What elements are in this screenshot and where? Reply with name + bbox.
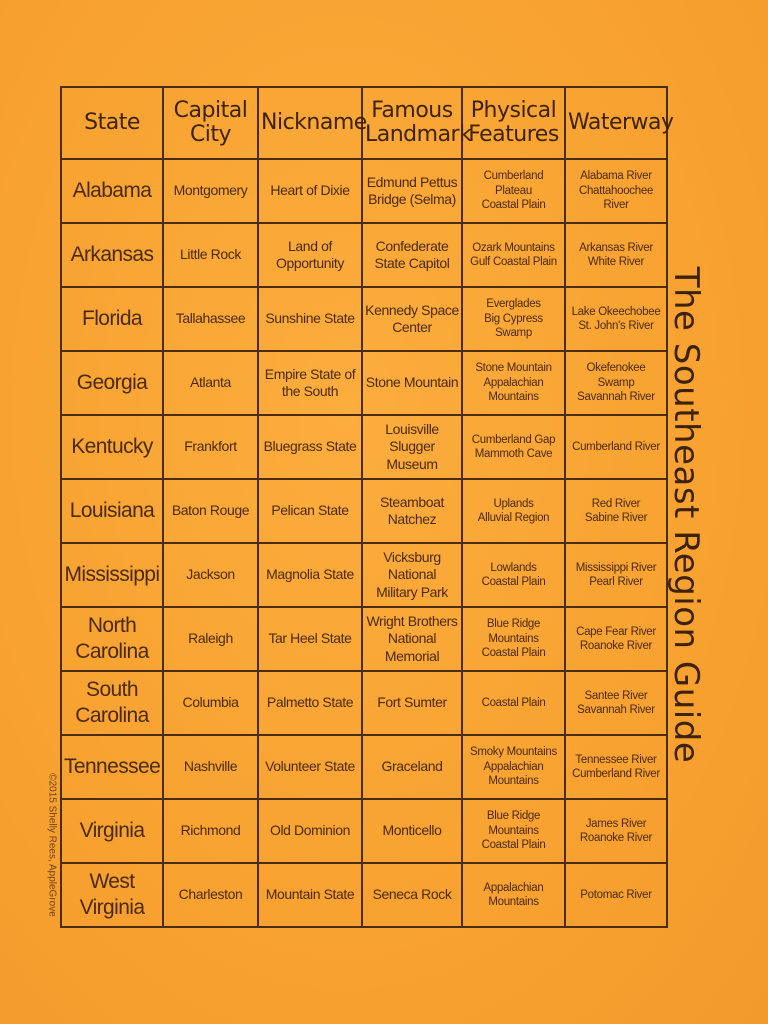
cell-capital: [163, 479, 258, 543]
state-text: South: [86, 677, 138, 701]
header-waterway: Waterway: [565, 87, 667, 159]
nickname-text: Tar Heel State: [268, 630, 352, 647]
physical-text: Alluvial Region: [477, 512, 550, 524]
cell-state: [61, 223, 163, 287]
capital-text: Nashville: [183, 758, 238, 775]
cell-landmark: [362, 287, 462, 351]
nickname-text: Magnolia State: [266, 566, 354, 583]
landmark-text: Wright Brothers: [366, 612, 458, 629]
waterway-text: Chattahoochee River: [578, 184, 654, 212]
physical-text: Appalachian: [483, 376, 544, 389]
waterway-text: Arkansas River: [579, 241, 653, 254]
cell-physical: [462, 159, 565, 223]
capital-text: Tallahassee: [175, 310, 246, 327]
state-text: Florida: [82, 306, 142, 330]
cell-physical: [462, 415, 565, 479]
cell-waterway: [565, 287, 667, 351]
cell-landmark: [362, 415, 462, 479]
nickname-text: Palmetto State: [266, 694, 354, 711]
waterway-text: Santee River: [584, 689, 648, 702]
cell-nickname: [258, 671, 362, 735]
cell-waterway: [565, 351, 667, 415]
physical-text: Coastal Plain: [481, 647, 546, 660]
landmark-text: Monticello: [382, 822, 442, 839]
landmark-text: Louisville Slugger: [385, 420, 439, 455]
cell-waterway: [565, 159, 667, 223]
physical-text: Ozark Mountains: [472, 241, 555, 254]
cell-landmark: [362, 159, 462, 223]
table-row: [61, 159, 667, 223]
nickname-text: Mountain State: [265, 886, 355, 903]
header-physical: Physical Features: [462, 87, 565, 159]
nickname-text: Old Dominion: [269, 822, 350, 839]
landmark-text: Seneca Rock: [372, 886, 452, 903]
capital-text: Montgomery: [173, 182, 248, 199]
cell-physical: [462, 735, 565, 799]
state-text: Virginia: [79, 818, 145, 842]
state-text: Mississippi: [64, 562, 160, 586]
waterway-text: St. John's River: [578, 320, 654, 332]
cell-physical: [462, 607, 565, 671]
waterway-text: Mississippi River: [575, 561, 657, 574]
header-landmark: Famous Landmark: [362, 87, 462, 159]
header-state: State: [61, 87, 163, 159]
landmark-text: State Capitol: [374, 255, 450, 271]
cell-nickname: [258, 479, 362, 543]
table-row: [61, 735, 667, 799]
cell-landmark: [362, 223, 462, 287]
nickname-text: Bluegrass State: [263, 438, 357, 455]
waterway-text: White River: [587, 256, 645, 268]
cell-landmark: [362, 479, 462, 543]
waterway-text: Alabama River: [580, 170, 652, 183]
cell-state: [61, 287, 163, 351]
cell-waterway: [565, 735, 667, 799]
nickname-text: Empire State of: [264, 365, 356, 382]
cell-capital: [163, 863, 258, 927]
capital-text: Jackson: [186, 566, 235, 583]
physical-text: Mountains: [488, 391, 539, 404]
state-text: Louisiana: [69, 498, 155, 522]
cell-waterway: [565, 415, 667, 479]
cell-state: [61, 863, 163, 927]
landmark-text: Museum: [386, 455, 438, 472]
cell-physical: [462, 799, 565, 863]
physical-text: Cumberland Plateau: [483, 170, 544, 197]
cell-capital: [163, 287, 258, 351]
capital-text: Richmond: [180, 822, 241, 839]
table-row: [61, 479, 667, 543]
state-text: Carolina: [75, 640, 149, 663]
physical-text: Appalachian: [483, 881, 544, 894]
waterway-text: Cumberland River: [572, 440, 660, 453]
landmark-text: Stone Mountain: [365, 374, 459, 391]
cell-capital: [163, 671, 258, 735]
table-row: [61, 543, 667, 607]
cell-capital: [163, 607, 258, 671]
nickname-text: the South: [281, 383, 339, 399]
landmark-text: Graceland: [381, 758, 443, 775]
cell-landmark: [362, 863, 462, 927]
cell-capital: [163, 415, 258, 479]
cell-waterway: [565, 671, 667, 735]
header-nickname: Nickname: [258, 87, 362, 159]
landmark-text: Edmund Pettus: [366, 173, 458, 190]
cell-state: [61, 479, 163, 543]
cell-landmark: [362, 671, 462, 735]
landmark-text: National Memorial: [384, 630, 440, 664]
cell-capital: [163, 159, 258, 223]
landmark-text: Fort Sumter: [377, 694, 447, 711]
landmark-text: Confederate: [375, 237, 449, 254]
waterway-text: Potomac River: [580, 888, 652, 901]
capital-text: Frankfort: [184, 438, 237, 455]
physical-text: Blue Ridge Mountains: [486, 618, 541, 645]
header-capital: Capital City: [163, 87, 258, 159]
cell-physical: [462, 479, 565, 543]
table-row: [61, 351, 667, 415]
table-row: [61, 671, 667, 735]
cell-nickname: [258, 735, 362, 799]
landmark-text: Kennedy Space: [365, 301, 459, 318]
cell-waterway: [565, 607, 667, 671]
physical-text: Coastal Plain: [481, 199, 546, 212]
waterway-text: Cumberland River: [572, 768, 660, 780]
physical-text: Cumberland Gap: [471, 433, 556, 446]
cell-state: [61, 159, 163, 223]
cell-capital: [163, 799, 258, 863]
landmark-text: Military Park: [376, 583, 448, 600]
cell-physical: [462, 287, 565, 351]
cell-nickname: [258, 159, 362, 223]
landmark-text: Natchez: [387, 511, 437, 527]
physical-text: Uplands: [493, 497, 534, 510]
table-row: [61, 799, 667, 863]
waterway-text: Okefenokee Swamp: [586, 362, 646, 389]
waterway-text: Savannah River: [577, 704, 655, 716]
state-text: Kentucky: [71, 434, 153, 458]
capital-text: Columbia: [182, 694, 239, 711]
cell-capital: [163, 735, 258, 799]
waterway-text: Sabine River: [584, 512, 648, 524]
state-text: Georgia: [76, 370, 148, 394]
physical-text: Blue Ridge Mountains: [486, 810, 541, 837]
waterway-text: Red River: [591, 497, 641, 510]
cell-nickname: [258, 863, 362, 927]
cell-nickname: [258, 543, 362, 607]
physical-text: Everglades: [486, 298, 541, 311]
waterway-text: James River: [585, 817, 647, 830]
cell-landmark: [362, 799, 462, 863]
state-text: Carolina: [75, 704, 149, 727]
cell-nickname: [258, 223, 362, 287]
header-row: [61, 87, 667, 159]
nickname-text: Sunshine State: [265, 310, 355, 327]
nickname-text: Land of: [288, 237, 332, 254]
table-row: [61, 287, 667, 351]
cell-capital: [163, 351, 258, 415]
landmark-text: Vicksburg National: [383, 548, 441, 583]
landmark-text: Bridge (Selma): [368, 191, 456, 207]
cell-state: [61, 735, 163, 799]
nickname-text: Volunteer State: [265, 758, 355, 775]
cell-state: [61, 543, 163, 607]
state-text: Arkansas: [70, 242, 154, 266]
cell-state: [61, 799, 163, 863]
physical-text: Mammoth Cave: [474, 448, 553, 460]
cell-waterway: [565, 479, 667, 543]
capital-text: Raleigh: [188, 630, 233, 647]
cell-capital: [163, 223, 258, 287]
physical-text: Stone Mountain: [475, 362, 552, 375]
waterway-text: Savannah River: [577, 391, 655, 404]
physical-text: Lowlands: [490, 561, 537, 574]
nickname-text: Heart of Dixie: [270, 182, 350, 199]
waterway-text: Cape Fear River: [576, 625, 656, 638]
physical-text: Mountains: [488, 775, 539, 788]
cell-landmark: [362, 351, 462, 415]
physical-text: Gulf Coastal Plain: [470, 256, 557, 268]
cell-physical: [462, 543, 565, 607]
cell-capital: [163, 543, 258, 607]
cell-landmark: [362, 543, 462, 607]
physical-text: Big Cypress Swamp: [484, 312, 543, 340]
nickname-text: Opportunity: [276, 255, 344, 271]
waterway-text: Pearl River: [589, 576, 643, 588]
physical-text: Mountains: [488, 896, 539, 908]
cell-waterway: [565, 223, 667, 287]
capital-text: Charleston: [178, 886, 243, 903]
copyright-text: ©2015 Shelly Rees, AppleGrove: [46, 773, 58, 917]
state-text: West: [89, 869, 135, 893]
cell-state: [61, 351, 163, 415]
physical-text: Appalachian: [483, 760, 544, 773]
table-body: [61, 159, 667, 927]
cell-nickname: [258, 415, 362, 479]
waterway-text: Roanoke River: [579, 832, 653, 844]
cell-waterway: [565, 863, 667, 927]
cell-nickname: [258, 287, 362, 351]
cell-physical: [462, 223, 565, 287]
cell-physical: [462, 351, 565, 415]
waterway-text: Tennessee River: [575, 753, 657, 766]
cell-nickname: [258, 351, 362, 415]
physical-text: Smoky Mountains: [470, 746, 557, 759]
cell-state: [61, 607, 163, 671]
cell-waterway: [565, 543, 667, 607]
landmark-text: Steamboat: [379, 493, 445, 510]
state-text: Tennessee: [64, 754, 161, 778]
capital-text: Atlanta: [190, 374, 231, 391]
cell-state: [61, 415, 163, 479]
state-text: North: [87, 613, 137, 637]
cell-physical: [462, 671, 565, 735]
table-row: [61, 415, 667, 479]
table-row: [61, 863, 667, 927]
table-row: [61, 607, 667, 671]
table-row: [61, 223, 667, 287]
waterway-text: Lake Okeechobee: [571, 305, 661, 318]
physical-text: Coastal Plain: [481, 839, 546, 852]
physical-text: Coastal Plain: [481, 696, 546, 709]
cell-physical: [462, 863, 565, 927]
capital-text: Baton Rouge: [171, 502, 250, 519]
physical-text: Coastal Plain: [481, 576, 546, 588]
cell-nickname: [258, 607, 362, 671]
cell-state: [61, 671, 163, 735]
cell-nickname: [258, 799, 362, 863]
state-text: Alabama: [72, 178, 152, 202]
waterway-text: Roanoke River: [579, 640, 653, 652]
state-text: Virginia: [79, 896, 145, 919]
cell-landmark: [362, 607, 462, 671]
landmark-text: Center: [392, 319, 432, 335]
nickname-text: Pelican State: [271, 502, 349, 519]
page-title: The Southeast Region Guide: [666, 266, 706, 764]
capital-text: Little Rock: [180, 246, 241, 263]
cell-landmark: [362, 735, 462, 799]
cell-waterway: [565, 799, 667, 863]
southeast-table: [60, 86, 674, 928]
